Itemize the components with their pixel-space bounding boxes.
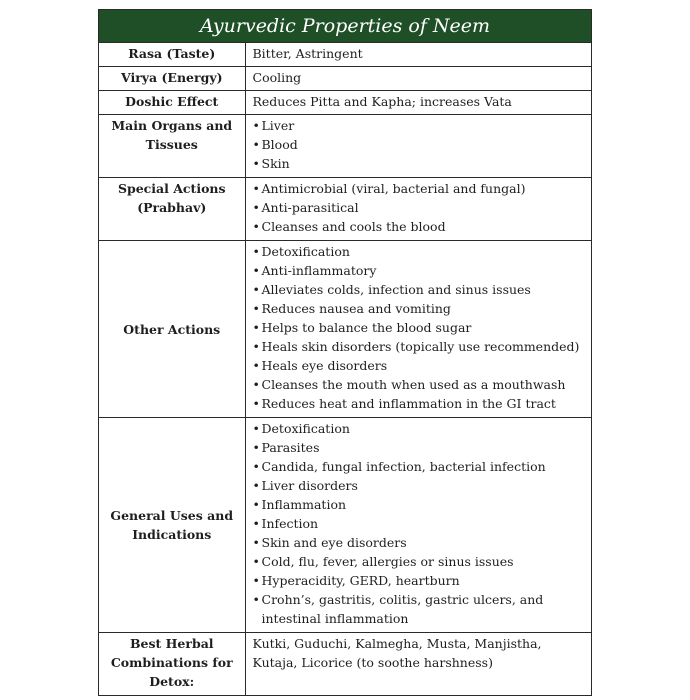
table-row [99, 91, 591, 115]
row-label-doshic: Doshic Effect [99, 91, 245, 115]
list-item: • Helps to balance the blood sugar [253, 318, 586, 337]
row-label-rasa: Rasa (Taste) [99, 43, 245, 67]
list-item: • Skin [253, 154, 586, 173]
row-value-doshic: Reduces Pitta and Kapha; increases Vata [245, 91, 591, 115]
list-item: • Antimicrobial (viral, bacterial and fungal) [253, 179, 586, 198]
list-item: • Liver disorders [253, 476, 586, 495]
list-item: • Blood [253, 135, 586, 154]
table-title: Ayurvedic Properties of Neem [99, 10, 591, 43]
list-item: • Infection [253, 514, 586, 533]
list-item: • Hyperacidity, GERD, heartburn [253, 571, 586, 590]
table-row [99, 241, 591, 418]
row-label-organs: Main Organs and Tissues [99, 115, 245, 178]
row-label-other: Other Actions [99, 241, 245, 418]
row-label-special: Special Actions (Prabhav) [99, 178, 245, 241]
row-value-rasa: Bitter, Astringent [252, 46, 363, 61]
list-item: • Liver [253, 116, 586, 135]
list-item: • Cleanses and cools the blood [253, 217, 586, 236]
table-row [99, 115, 591, 178]
list-item: • Reduces heat and inflammation in the GI tract [253, 394, 586, 413]
row-label-general: General Uses and Indications [99, 418, 245, 633]
general-uses-list [253, 419, 586, 628]
list-item: • Anti-inflammatory [253, 261, 586, 280]
row-value-combos: Kutki, Guduchi, Kalmegha, Musta, Manjistha, Kutaja, Licorice (to soothe harshness) [245, 633, 591, 696]
list-item: • Detoxification [253, 242, 586, 261]
properties-grid [99, 43, 591, 695]
row-label-virya: Virya (Energy) [99, 67, 245, 91]
properties-table [98, 9, 592, 696]
list-item: • Cold, flu, fever, allergies or sinus issues [253, 552, 586, 571]
table-row [99, 178, 591, 241]
list-item: • Skin and eye disorders [253, 533, 586, 552]
list-item: • Inflammation [253, 495, 586, 514]
special-actions-list [253, 179, 586, 236]
table-row [99, 43, 591, 67]
list-item: • Detoxification [253, 419, 586, 438]
list-item: • Alleviates colds, infection and sinus issues [253, 280, 586, 299]
list-item: • Crohn’s, gastritis, colitis, gastric ulcers, and intestinal inflammation [253, 590, 586, 628]
list-item: • Candida, fungal infection, bacterial infection [253, 457, 586, 476]
table-row [99, 67, 591, 91]
list-item: • Anti-parasitical [253, 198, 586, 217]
organs-list [253, 116, 586, 173]
list-item: • Parasites [253, 438, 586, 457]
list-item: • Reduces nausea and vomiting [253, 299, 586, 318]
list-item: • Heals eye disorders [253, 356, 586, 375]
row-value-virya: Cooling [245, 67, 591, 91]
table-row [99, 418, 591, 633]
other-actions-list [253, 242, 586, 413]
list-item: • Heals skin disorders (topically use recommended) [253, 337, 586, 356]
list-item: • Cleanses the mouth when used as a mouthwash [253, 375, 586, 394]
row-label-combos: Best Herbal Combinations for Detox: [99, 633, 245, 696]
table-row [99, 633, 591, 696]
